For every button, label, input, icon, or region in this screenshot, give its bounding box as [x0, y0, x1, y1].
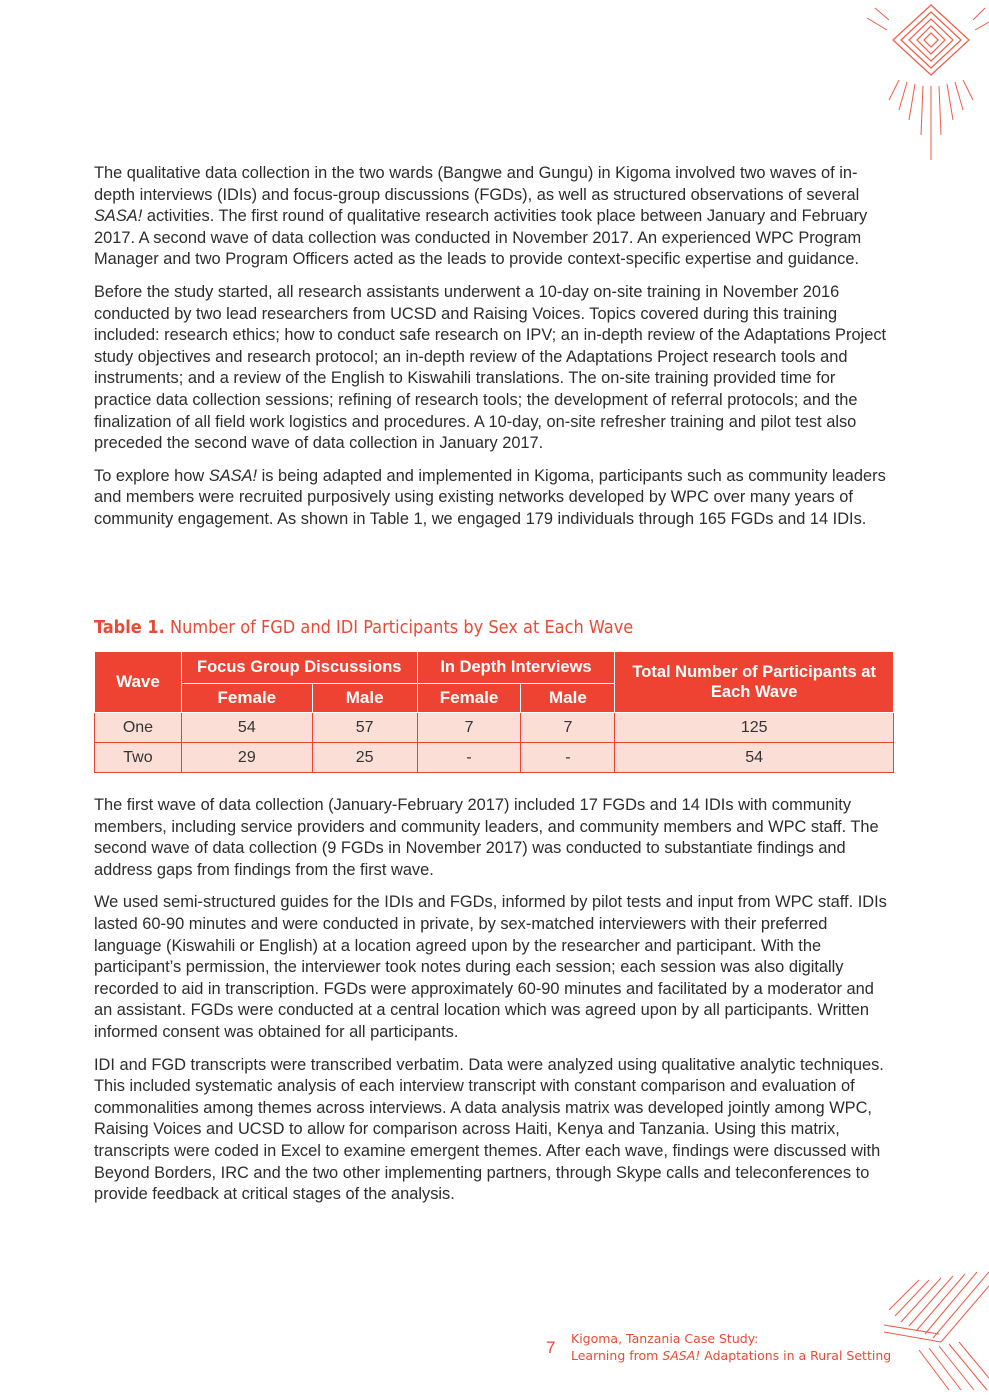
- paragraph: [94, 163, 894, 271]
- paragraph-text: IDI and FGD transcripts were transcribed verbatim. Data were analyzed using qualitative analytic techniques. This included systematic analysis of each interview transcript with constant comparison and evaluation of commonalities among themes across interviews. A data analysis matrix was developed jointly among WPC, Raising Voices and UCSD to allow for comparison across Haiti, Kenya and Tanzania. Using this matrix, transcripts were coded in Excel to examine emergent themes. After each wave, findings were discussed with Beyond Borders, IRC and the two other implementing partners, through Skype calls and teleconferences to provide feedback at critical stages of the analysis.: [94, 1055, 884, 1204]
- header-idi-female: Female: [417, 684, 521, 713]
- header-total-participants: Total Number of Participants at Each Wave: [615, 652, 894, 713]
- footer-line-2-suffix: Adaptations in a Rural Setting: [700, 1348, 892, 1363]
- footer-line-2-prefix: Learning from: [571, 1348, 663, 1363]
- cell-total: 125: [615, 713, 894, 743]
- page-number: 7: [546, 1338, 556, 1357]
- italic-term: SASA!: [208, 466, 258, 485]
- header-idi-male: Male: [521, 684, 615, 713]
- participants-table: [94, 651, 894, 773]
- paragraph-text: To explore how: [94, 466, 209, 485]
- cell-fgd-female: 54: [181, 713, 312, 743]
- italic-term: SASA!: [94, 207, 143, 226]
- body-text-bottom: [94, 795, 894, 1217]
- paragraph: [94, 1055, 894, 1206]
- header-in-depth-interviews: In Depth Interviews: [417, 652, 615, 684]
- paragraph: [94, 466, 894, 531]
- footer-title: [571, 1330, 911, 1364]
- cell-wave: One: [95, 713, 182, 743]
- cell-fgd-male: 57: [312, 713, 417, 743]
- footer-line-1: Kigoma, Tanzania Case Study:: [571, 1331, 759, 1346]
- cell-fgd-female: 29: [181, 743, 312, 773]
- cell-idi-male: -: [521, 743, 615, 773]
- footer-line-2: [571, 1347, 911, 1364]
- header-fgd-male: Male: [312, 684, 417, 713]
- table-caption: [94, 617, 633, 638]
- paragraph-text: The first wave of data collection (January-February 2017) included 17 FGDs and 14 IDIs with community members, including service providers and community leaders, and community members and WPC staff. The second wave of data collection (9 FGDs in November 2017) was conducted to substantiate findings and address gaps from findings from the first wave.: [94, 796, 879, 879]
- footer-line-2-italic: SASA!: [662, 1348, 701, 1363]
- cell-wave: Two: [95, 743, 182, 773]
- table-row: [95, 713, 894, 743]
- paragraph: [94, 795, 894, 881]
- cell-fgd-male: 25: [312, 743, 417, 773]
- paragraph-text: We used semi-structured guides for the IDIs and FGDs, informed by pilot tests and input from WPC staff. IDIs lasted 60-90 minutes and were conducted in private, by sex-matched interviewers with their preferred language (Kiswahili or English) at a location agreed upon by the researcher and participant. With the participant’s permission, the interviewer took notes during each session; each session was also digitally recorded to aid in transcription. FGDs were approximately 60-90 minutes and facilitated by a moderator and an assistant. FGDs were conducted at a central location which was agreed upon by all participants. Written informed consent was obtained for all participants.: [94, 893, 887, 1041]
- header-fgd-female: Female: [181, 684, 312, 713]
- table-row: [95, 743, 894, 773]
- header-focus-group-discussions: Focus Group Discussions: [181, 652, 417, 684]
- cell-idi-female: 7: [417, 713, 521, 743]
- cell-idi-male: 7: [521, 713, 615, 743]
- paragraph-text: Before the study started, all research assistants underwent a 10-day on-site training in November 2016 conducted by two lead researchers from UCSD and Raising Voices. Topics covered during this training included: research ethics; how to conduct safe research on IPV; an in-depth review of the Adaptations Project study objectives and research protocol; an in-depth review of the Adaptations Project research tools and instruments; and a review of the English to Kiswahili translations. The on-site training provided time for practice data collection sessions; refining of research tools; the development of referral protocols; and the finalization of all field work logistics and procedures. A 10-day, on-site refresher training and pilot test also preceded the second wave of data collection in January 2017.: [94, 282, 887, 453]
- decorative-hatched-ornament-bottom: [879, 1250, 989, 1400]
- body-text-top: [94, 163, 894, 542]
- paragraph: [94, 892, 894, 1043]
- table-caption-label: Table 1.: [94, 617, 165, 638]
- paragraph: [94, 282, 894, 455]
- cell-total: 54: [615, 743, 894, 773]
- paragraph-text: is being adapted and implemented in Kigoma, participants such as community leaders and members were recruited purposively using existing networks developed by WPC over many years of community engagement. As shown in Table 1, we engaged 179 individuals through 165 FGDs and 14 IDIs.: [94, 466, 886, 528]
- paragraph-text: The qualitative data collection in the two wards (Bangwe and Gungu) in Kigoma involved two waves of in-depth interviews (IDIs) and focus-group discussions (FGDs), as well as structured observations of several: [94, 164, 860, 204]
- table-caption-text: Number of FGD and IDI Participants by Sex at Each Wave: [170, 617, 634, 638]
- cell-idi-female: -: [417, 743, 521, 773]
- decorative-diamond-ornament-top: [859, 0, 989, 170]
- header-wave: Wave: [95, 652, 182, 713]
- paragraph-text: activities. The first round of qualitative research activities took place between January and February 2017. A second wave of data collection was conducted in November 2017. An experienced WPC Program Manager and two Program Officers acted as the leads to provide context-specific expertise and guidance.: [94, 207, 868, 269]
